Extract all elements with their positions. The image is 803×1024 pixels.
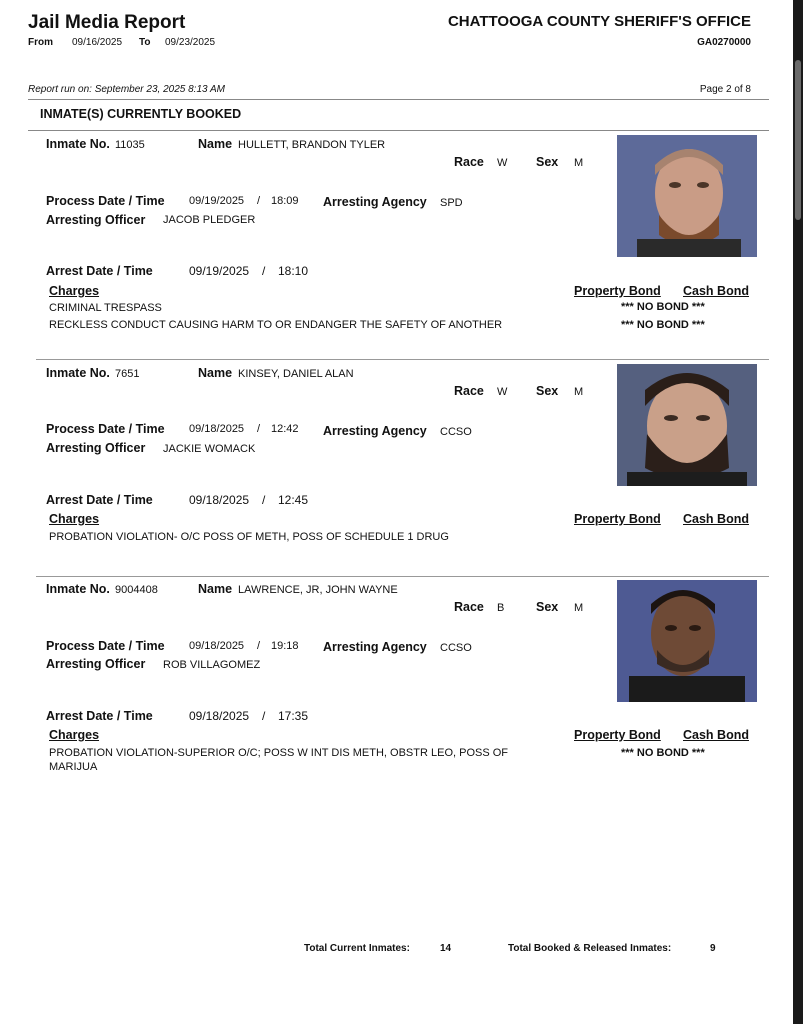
sex-value: M	[574, 602, 584, 614]
report-run-time: Report run on: September 23, 2025 8:13 AM	[28, 84, 225, 95]
slash: /	[257, 640, 261, 652]
vertical-scrollbar[interactable]	[793, 0, 803, 1024]
arrest-label: Arrest Date / Time	[46, 493, 153, 507]
total-booked-released-label: Total Booked & Released Inmates:	[508, 943, 672, 954]
inmate-no-label: Inmate No.	[46, 366, 110, 380]
process-date: 09/18/2025	[189, 640, 245, 652]
to-label: To	[139, 37, 151, 48]
inmate-name: LAWRENCE, JR, JOHN WAYNE	[238, 584, 398, 596]
charge-text-continued: MARIJUA	[49, 761, 98, 773]
scrollbar-thumb[interactable]	[795, 60, 801, 220]
section-title: INMATE(S) CURRENTLY BOOKED	[40, 107, 242, 121]
bond-value: *** NO BOND ***	[621, 301, 705, 313]
officer-label: Arresting Officer	[46, 657, 146, 671]
mugshot-photo	[617, 135, 757, 257]
total-booked-released-value: 9	[710, 943, 716, 954]
sex-label: Sex	[536, 600, 559, 614]
total-current-label: Total Current Inmates:	[304, 943, 410, 954]
officer-label: Arresting Officer	[46, 213, 146, 227]
arrest-label: Arrest Date / Time	[46, 264, 153, 278]
sex-value: M	[574, 157, 584, 169]
sex-value: M	[574, 386, 584, 398]
arrest-time: 17:35	[278, 709, 309, 723]
mugshot-photo	[617, 364, 757, 486]
cash-bond-header: Cash Bond	[683, 284, 749, 298]
process-label: Process Date / Time	[46, 194, 165, 208]
from-date: 09/16/2025	[72, 37, 123, 48]
inmate-name: HULLETT, BRANDON TYLER	[238, 139, 386, 151]
officer-value: JACKIE WOMACK	[163, 443, 256, 455]
agency-value: CCSO	[440, 642, 472, 654]
charge-text: CRIMINAL TRESPASS	[49, 302, 162, 314]
officer-value: ROB VILLAGOMEZ	[163, 659, 261, 671]
charges-header: Charges	[49, 728, 100, 742]
race-label: Race	[454, 155, 484, 169]
bond-value: *** NO BOND ***	[621, 319, 705, 331]
inmate-no-label: Inmate No.	[46, 582, 110, 596]
process-date: 09/18/2025	[189, 423, 245, 435]
inmate-no-value: 11035	[115, 139, 145, 151]
officer-value: JACOB PLEDGER	[163, 214, 256, 226]
inmate-no-label: Inmate No.	[46, 137, 110, 151]
agency-value: CCSO	[440, 426, 472, 438]
arrest-date: 09/18/2025	[189, 709, 250, 723]
mugshot-photo	[617, 580, 757, 702]
property-bond-header: Property Bond	[574, 284, 661, 298]
agency-label: Arresting Agency	[323, 195, 427, 209]
inmate-name: KINSEY, DANIEL ALAN	[238, 368, 354, 380]
race-value: W	[497, 157, 508, 169]
agency-label: Arresting Agency	[323, 640, 427, 654]
process-time: 19:18	[271, 640, 299, 652]
slash: /	[262, 493, 266, 507]
charges-header: Charges	[49, 512, 100, 526]
from-label: From	[28, 37, 53, 48]
charge-text: PROBATION VIOLATION-SUPERIOR O/C; POSS W INT DIS METH, OBSTR LEO, POSS OF	[49, 747, 509, 759]
slash: /	[262, 264, 266, 278]
process-date: 09/19/2025	[189, 195, 245, 207]
header-divider	[28, 99, 769, 100]
process-label: Process Date / Time	[46, 639, 165, 653]
name-label: Name	[198, 366, 233, 380]
bond-value: *** NO BOND ***	[621, 747, 705, 759]
cash-bond-header: Cash Bond	[683, 512, 749, 526]
charge-text: RECKLESS CONDUCT CAUSING HARM TO OR ENDANGER THE SAFETY OF ANOTHER	[49, 319, 503, 331]
inmate-no-value: 9004408	[115, 584, 158, 596]
sex-label: Sex	[536, 155, 559, 169]
arrest-date: 09/19/2025	[189, 264, 250, 278]
report-title: Jail Media Report	[28, 12, 186, 33]
arrest-label: Arrest Date / Time	[46, 709, 153, 723]
slash: /	[262, 709, 266, 723]
race-label: Race	[454, 600, 484, 614]
charges-header: Charges	[49, 284, 100, 298]
to-date: 09/23/2025	[165, 37, 216, 48]
race-label: Race	[454, 384, 484, 398]
agency-value: SPD	[440, 197, 463, 209]
slash: /	[257, 195, 261, 207]
race-value: W	[497, 386, 508, 398]
record-divider	[36, 576, 769, 577]
process-time: 18:09	[271, 195, 299, 207]
process-time: 12:42	[271, 423, 299, 435]
name-label: Name	[198, 137, 233, 151]
agency-label: Arresting Agency	[323, 424, 427, 438]
officer-label: Arresting Officer	[46, 441, 146, 455]
name-label: Name	[198, 582, 233, 596]
cash-bond-header: Cash Bond	[683, 728, 749, 742]
property-bond-header: Property Bond	[574, 728, 661, 742]
page-number: Page 2 of 8	[699, 84, 751, 95]
total-current-value: 14	[440, 943, 452, 954]
arrest-date: 09/18/2025	[189, 493, 250, 507]
arrest-time: 18:10	[278, 264, 309, 278]
slash: /	[257, 423, 261, 435]
inmate-no-value: 7651	[115, 368, 140, 380]
process-label: Process Date / Time	[46, 422, 165, 436]
agency-ori: GA0270000	[697, 37, 751, 48]
charge-text: PROBATION VIOLATION- O/C POSS OF METH, POSS OF SCHEDULE 1 DRUG	[49, 531, 449, 543]
record-divider	[36, 359, 769, 360]
property-bond-header: Property Bond	[574, 512, 661, 526]
section-divider	[28, 130, 769, 131]
sheriff-office-name: CHATTOOGA COUNTY SHERIFF'S OFFICE	[447, 13, 751, 30]
race-value: B	[497, 602, 505, 614]
sex-label: Sex	[536, 384, 559, 398]
arrest-time: 12:45	[278, 493, 309, 507]
